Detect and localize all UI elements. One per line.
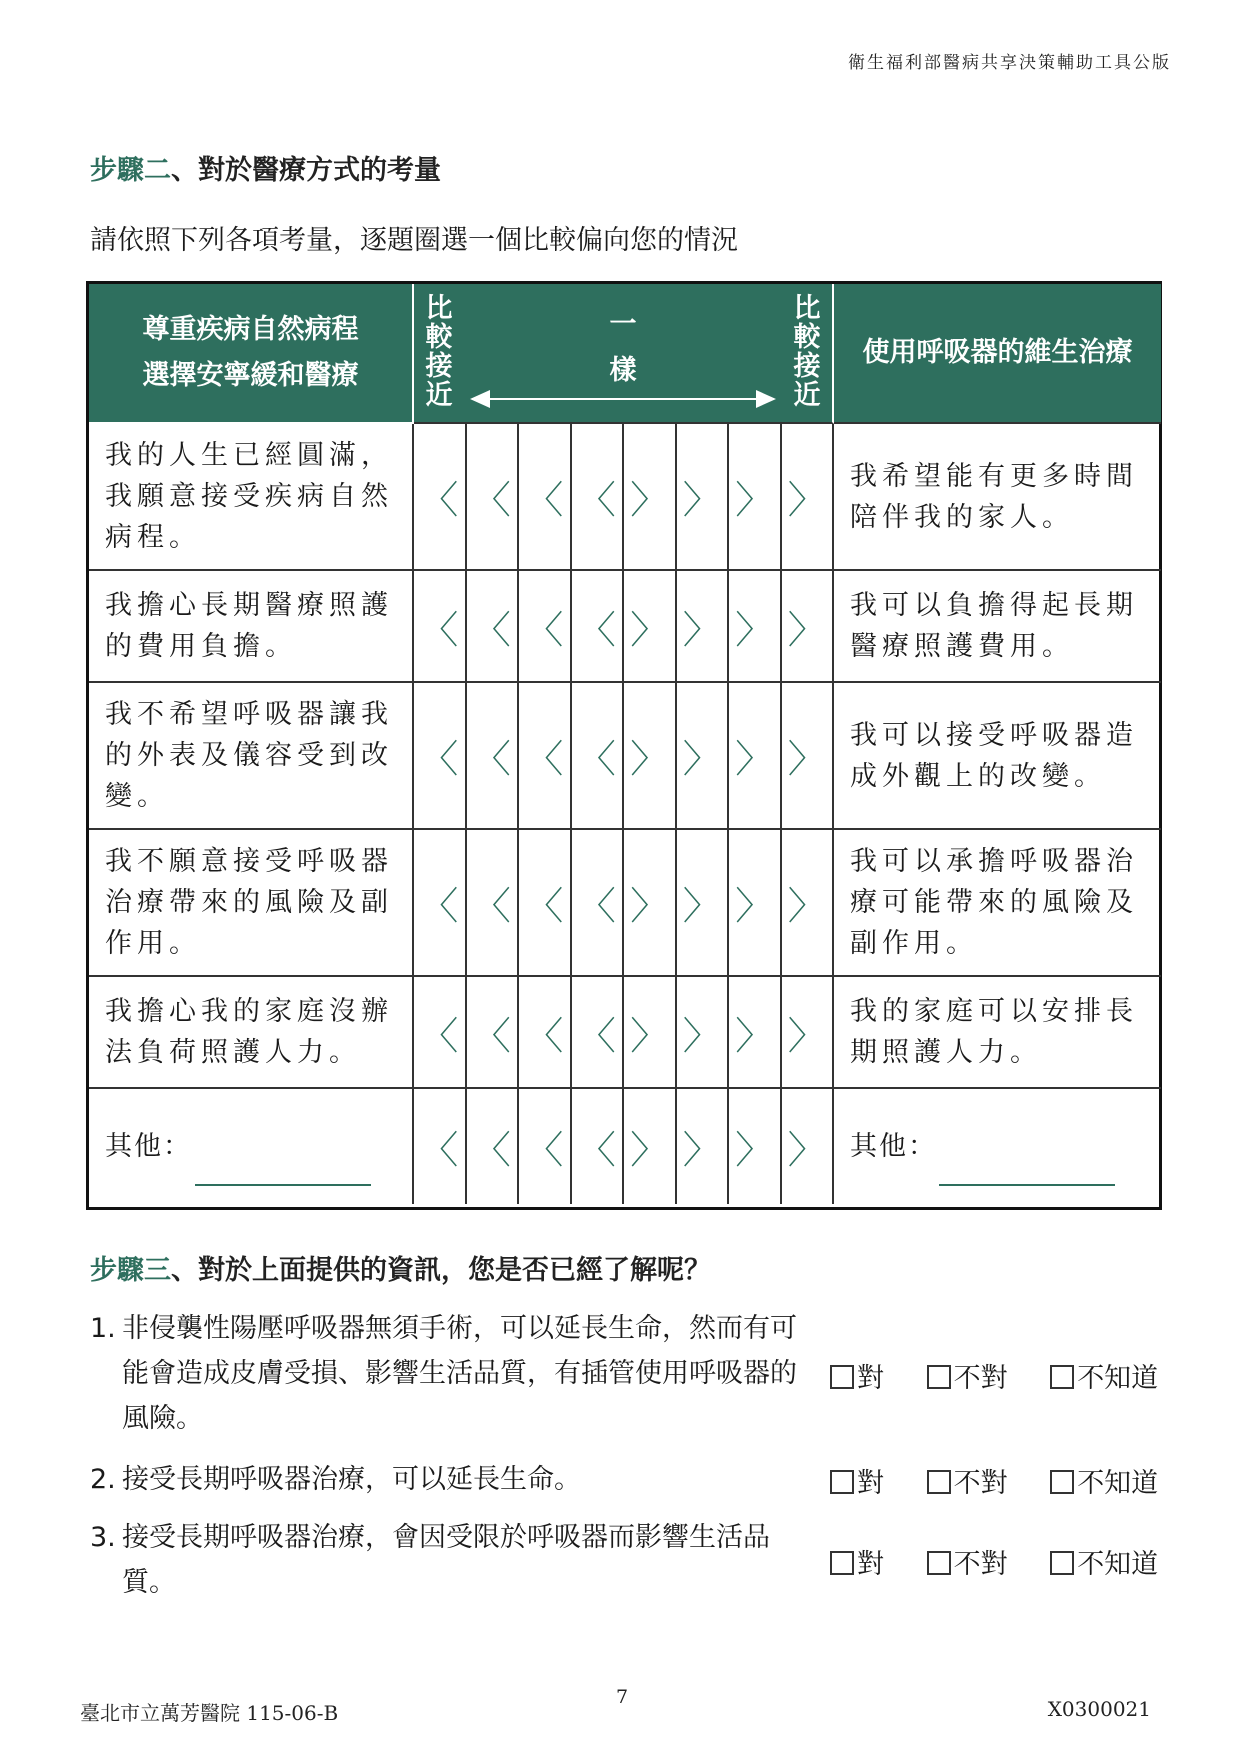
other-left: [89, 1089, 414, 1204]
row2-choice-3[interactable]: 〈: [519, 571, 572, 683]
other-left-label: 其他：: [105, 1131, 192, 1162]
preference-table: [86, 281, 1162, 1210]
row4-right-statement: 我可以承擔呼吸器治療可能帶來的風險及副作用。: [834, 830, 1161, 977]
checkbox-icon[interactable]: [830, 1365, 854, 1389]
q1-option-no[interactable]: 不對: [927, 1356, 1008, 1395]
question-3-options: [830, 1542, 1192, 1581]
row6-choice-3[interactable]: 〈: [519, 1089, 572, 1204]
row5-choice-8[interactable]: 〉: [782, 977, 835, 1089]
row5-choice-6[interactable]: 〉: [677, 977, 730, 1089]
step3-title: [90, 1248, 711, 1287]
row3-left-statement: 我不希望呼吸器讓我的外表及儀容受到改變。: [89, 683, 414, 830]
step2-title-text: 、對於醫療方式的考量: [171, 155, 441, 186]
row1-choice-5[interactable]: 〉: [624, 424, 677, 571]
header-left-option: [89, 284, 414, 424]
row1-choice-1[interactable]: 〈: [414, 424, 467, 571]
row6-choice-5[interactable]: 〉: [624, 1089, 677, 1204]
document-header-note: 衛生福利部醫病共享決策輔助工具公版: [848, 53, 1171, 73]
step2-title: [90, 148, 441, 187]
row6-choice-6[interactable]: 〉: [677, 1089, 730, 1204]
question-2-options: [830, 1461, 1192, 1500]
row6-choice-2[interactable]: 〈: [467, 1089, 520, 1204]
question-1-number: 1.: [90, 1313, 116, 1344]
checkbox-icon[interactable]: [927, 1470, 951, 1494]
row5-choice-5[interactable]: 〉: [624, 977, 677, 1089]
row2-right-statement: 我可以負擔得起長期醫療照護費用。: [834, 571, 1161, 683]
row2-choice-6[interactable]: 〉: [677, 571, 730, 683]
header-scale: [414, 284, 834, 424]
question-3-number: 3.: [90, 1522, 116, 1553]
row5-choice-7[interactable]: 〉: [729, 977, 782, 1089]
row5-right-statement: 我的家庭可以安排長期照護人力。: [834, 977, 1161, 1089]
row4-choice-4[interactable]: 〈: [572, 830, 625, 977]
row3-choice-4[interactable]: 〈: [572, 683, 625, 830]
row3-choice-3[interactable]: 〈: [519, 683, 572, 830]
other-left-input-line[interactable]: [195, 1184, 371, 1186]
row3-right-statement: 我可以接受呼吸器造成外觀上的改變。: [834, 683, 1161, 830]
question-1-options: [830, 1356, 1192, 1395]
row1-choice-7[interactable]: 〉: [729, 424, 782, 571]
row6-choice-1[interactable]: 〈: [414, 1089, 467, 1204]
other-right-label: 其他：: [850, 1131, 937, 1162]
row4-choice-8[interactable]: 〉: [782, 830, 835, 977]
question-3: [90, 1515, 812, 1605]
checkbox-icon[interactable]: [830, 1551, 854, 1575]
row5-choice-4[interactable]: 〈: [572, 977, 625, 1089]
checkbox-icon[interactable]: [830, 1470, 854, 1494]
same-label: 一 樣: [609, 309, 637, 386]
question-2-number: 2.: [90, 1464, 116, 1495]
q2-option-yes[interactable]: 對: [830, 1461, 884, 1500]
row3-choice-8[interactable]: 〉: [782, 683, 835, 830]
row1-choice-4[interactable]: 〈: [572, 424, 625, 571]
row1-choice-8[interactable]: 〉: [782, 424, 835, 571]
row1-choice-2[interactable]: 〈: [467, 424, 520, 571]
row2-choice-1[interactable]: 〈: [414, 571, 467, 683]
header-left-line1: 尊重疾病自然病程: [142, 314, 359, 345]
row3-choice-7[interactable]: 〉: [729, 683, 782, 830]
footer-hospital-code: 臺北市立萬芳醫院 115-06-B: [80, 1701, 339, 1725]
question-3-text: 接受長期呼吸器治療，會因受限於呼吸器而影響生活品質。: [122, 1522, 770, 1598]
header-right-option: 使用呼吸器的維生治療: [834, 284, 1161, 424]
row1-choice-6[interactable]: 〉: [677, 424, 730, 571]
row3-choice-5[interactable]: 〉: [624, 683, 677, 830]
q3-option-unknown[interactable]: 不知道: [1050, 1542, 1158, 1581]
q1-option-yes[interactable]: 對: [830, 1356, 884, 1395]
q2-option-no[interactable]: 不對: [927, 1461, 1008, 1500]
row6-choice-7[interactable]: 〉: [729, 1089, 782, 1204]
checkbox-icon[interactable]: [1050, 1365, 1074, 1389]
row4-choice-5[interactable]: 〉: [624, 830, 677, 977]
closer-right-label: 比 較 接 近: [793, 293, 821, 411]
checkbox-icon[interactable]: [927, 1365, 951, 1389]
row3-choice-1[interactable]: 〈: [414, 683, 467, 830]
row6-choice-4[interactable]: 〈: [572, 1089, 625, 1204]
question-1-text: 非侵襲性陽壓呼吸器無須手術，可以延長生命，然而有可能會造成皮膚受損、影響生活品質，有插管使用呼吸器的風險。: [122, 1313, 797, 1434]
q2-option-unknown[interactable]: 不知道: [1050, 1461, 1158, 1500]
checkbox-icon[interactable]: [1050, 1551, 1074, 1575]
row4-left-statement: 我不願意接受呼吸器治療帶來的風險及副作用。: [89, 830, 414, 977]
row4-choice-7[interactable]: 〉: [729, 830, 782, 977]
row3-choice-6[interactable]: 〉: [677, 683, 730, 830]
row2-choice-7[interactable]: 〉: [729, 571, 782, 683]
question-2: [90, 1457, 812, 1502]
row5-choice-1[interactable]: 〈: [414, 977, 467, 1089]
checkbox-icon[interactable]: [1050, 1470, 1074, 1494]
row1-choice-3[interactable]: 〈: [519, 424, 572, 571]
row4-choice-6[interactable]: 〉: [677, 830, 730, 977]
other-right-input-line[interactable]: [939, 1184, 1115, 1186]
step3-label: 步驟三: [90, 1255, 171, 1286]
q3-option-no[interactable]: 不對: [927, 1542, 1008, 1581]
row4-choice-2[interactable]: 〈: [467, 830, 520, 977]
row5-choice-3[interactable]: 〈: [519, 977, 572, 1089]
step3-title-text: 、對於上面提供的資訊，您是否已經了解呢？: [171, 1255, 711, 1286]
row4-choice-3[interactable]: 〈: [519, 830, 572, 977]
row4-choice-1[interactable]: 〈: [414, 830, 467, 977]
row2-left-statement: 我擔心長期醫療照護的費用負擔。: [89, 571, 414, 683]
other-right: [834, 1089, 1161, 1204]
row5-left-statement: 我擔心我的家庭沒辦法負荷照護人力。: [89, 977, 414, 1089]
question-2-text: 接受長期呼吸器治療，可以延長生命。: [122, 1464, 581, 1495]
row2-choice-4[interactable]: 〈: [572, 571, 625, 683]
row6-choice-8[interactable]: 〉: [782, 1089, 835, 1204]
row1-right-statement: 我希望能有更多時間陪伴我的家人。: [834, 424, 1161, 571]
q3-option-yes[interactable]: 對: [830, 1542, 884, 1581]
footer-form-id: X0300021: [1047, 1697, 1151, 1721]
row2-choice-5[interactable]: 〉: [624, 571, 677, 683]
q1-option-unknown[interactable]: 不知道: [1050, 1356, 1158, 1395]
double-arrow-icon: [472, 398, 774, 400]
row5-choice-2[interactable]: 〈: [467, 977, 520, 1089]
header-left-line2: 選擇安寧緩和醫療: [142, 360, 359, 391]
row3-choice-2[interactable]: 〈: [467, 683, 520, 830]
closer-left-label: 比 較 接 近: [425, 293, 453, 411]
step2-instruction: 請依照下列各項考量，逐題圈選一個比較偏向您的情況: [90, 225, 738, 256]
row2-choice-2[interactable]: 〈: [467, 571, 520, 683]
row2-choice-8[interactable]: 〉: [782, 571, 835, 683]
question-1: [90, 1306, 812, 1441]
step2-label: 步驟二: [90, 155, 171, 186]
checkbox-icon[interactable]: [927, 1551, 951, 1575]
row1-left-statement: 我的人生已經圓滿，我願意接受疾病自然病程。: [89, 424, 414, 571]
page-number: 7: [616, 1686, 629, 1708]
